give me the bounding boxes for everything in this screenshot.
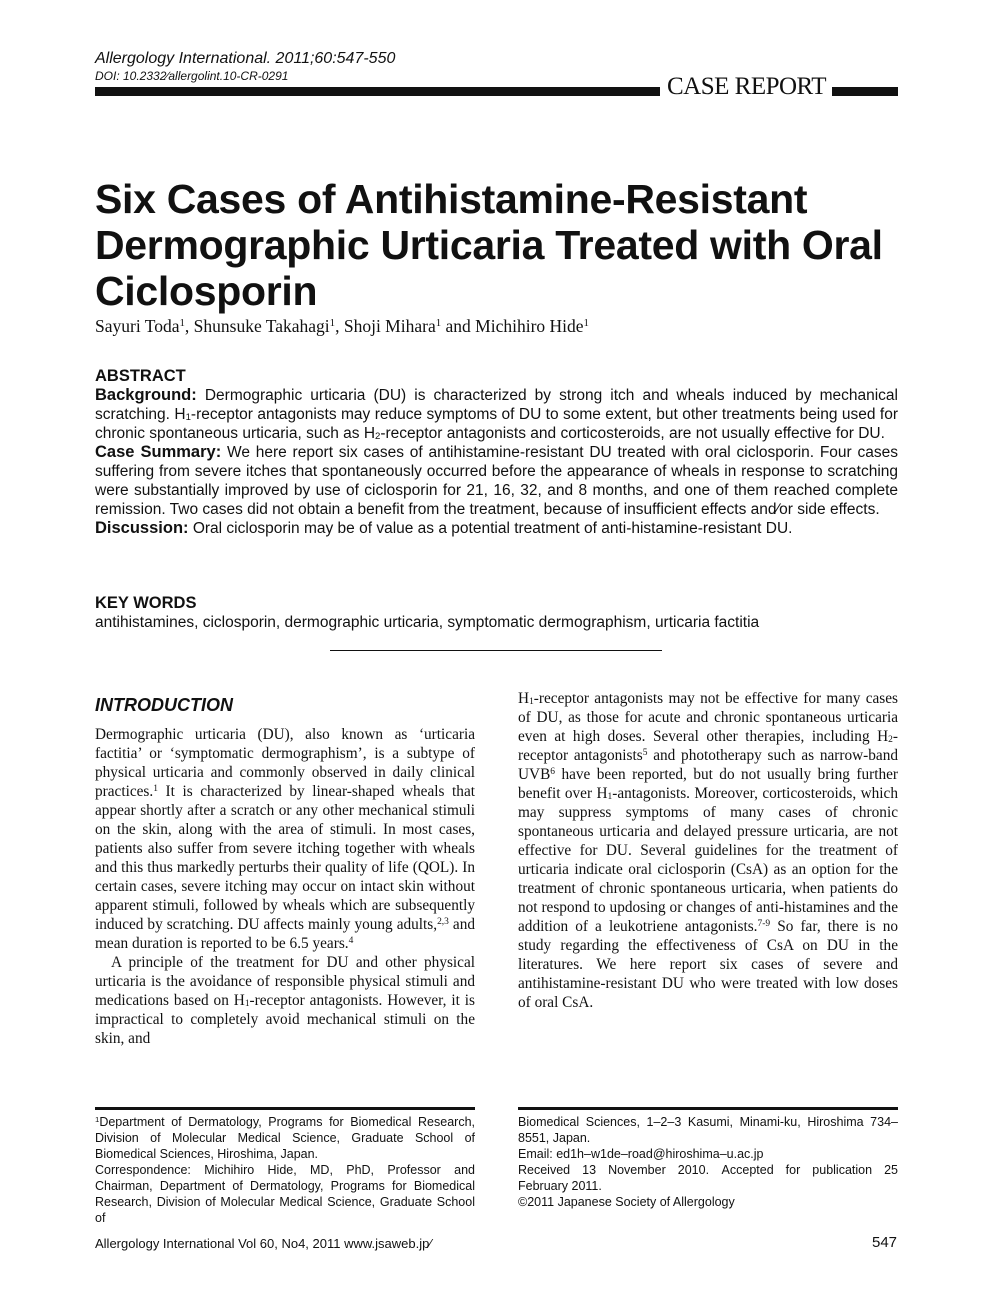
abstract-heading: ABSTRACT <box>95 367 186 385</box>
author: , Shoji Mihara <box>335 316 436 336</box>
citation-ref: 1 <box>153 783 158 794</box>
text: and phototherapy such as narrow-band UVB <box>518 747 898 783</box>
background-text: -receptor antagonists may reduce symptoms of DU to some extent, but other treatments being used for chronic spontaneous urticaria, such as H <box>95 406 899 442</box>
subscript: 1 <box>529 696 534 707</box>
affiliation-mark: 1 <box>329 317 336 330</box>
author: Sayuri Toda <box>95 316 180 336</box>
affiliation-mark: 1 <box>179 317 185 330</box>
doi: DOI: 10.2332∕allergolint.10-CR-0291 <box>95 69 289 83</box>
text: have been reported, but do not usually bring further benefit over H <box>518 766 898 802</box>
background-label: Background: <box>95 386 197 404</box>
subscript: 2 <box>888 734 893 745</box>
text: H <box>518 690 530 707</box>
author-list <box>95 316 589 337</box>
affiliation-mark: 1 <box>583 317 589 330</box>
text: So far, there is no study regarding the effectiveness of CsA on DU in the literatures. We here report six cases of severe and antihistamine-resistant DU who were treated with low doses of oral CsA. <box>518 918 898 1011</box>
text: -receptor antagonists <box>518 728 898 764</box>
page-footer: Allergology International Vol 60, No4, 2011 www.jsaweb.jp∕ <box>95 1236 432 1251</box>
subscript: 1 <box>244 998 250 1009</box>
footnotes-left <box>95 1114 475 1226</box>
citation-ref: 6 <box>550 766 556 777</box>
received-note: Received 13 November 2010. Accepted for publication 25 February 2011. <box>518 1163 898 1193</box>
footnote-rule-right <box>518 1107 898 1110</box>
author: , Shunsuke Takahagi <box>184 316 330 336</box>
page-number: 547 <box>872 1234 898 1251</box>
citation-ref: 2,3 <box>437 916 449 927</box>
abstract-background <box>95 386 898 443</box>
header-rule-right <box>832 87 898 96</box>
abstract <box>95 367 898 538</box>
background-text: -receptor antagonists and corticosteroids, are not usually effective for DU. <box>380 425 885 442</box>
copyright-note: ©2011 Japanese Society of Allergology <box>518 1195 735 1209</box>
article-title: Six Cases of Antihistamine-Resistant Dermographic Urticaria Treated with Oral Ciclosporin <box>95 176 883 314</box>
divider <box>330 650 662 651</box>
text: -antagonists. Moreover, corticosteroids, which may suppress symptoms of many cases of chronic spontaneous urticaria and delayed pressure urticaria, are not effective for DU. Several guidelines for the treatment of urticaria indicate oral ciclosporin (CsA) as an option for the treatment of chronic spontaneous urticaria, when patients do not respond to updosing or changes of anti-histamines and the addition of a leukotriene antagonists. <box>518 785 898 935</box>
keywords-heading: KEY WORDS <box>95 594 197 612</box>
journal-citation: Allergology International. 2011;60:547-550 <box>95 50 396 67</box>
subscript: 1 <box>185 411 191 423</box>
text: -receptor antagonists may not be effective for many cases of DU, as those for acute and chronic spontaneous urticaria even at high doses. Several other therapies, including H <box>518 690 898 745</box>
discussion-text: Oral ciclosporin may be of value as a potential treatment of anti-histamine-resistant DU. <box>188 520 793 537</box>
citation-ref: 7-9 <box>757 918 771 929</box>
subscript: 1 <box>607 791 613 802</box>
section-label: CASE REPORT <box>667 73 827 100</box>
address-note: Biomedical Sciences, 1–2–3 Kasumi, Minami-ku, Hiroshima 734–8551, Japan. <box>518 1115 898 1145</box>
discussion-label: Discussion: <box>95 519 189 537</box>
paragraph <box>95 725 475 953</box>
subscript: 2 <box>375 430 381 442</box>
affiliation-text: Department of Dermatology, Programs for Biomedical Research, Division of Molecular Medical Science, Graduate School of Biomedical Sciences, Hiroshima, Japan. <box>95 1115 475 1161</box>
paragraph <box>518 689 898 1012</box>
body-column-right <box>518 689 898 1012</box>
paragraph <box>95 953 475 1048</box>
email-note: Email: ed1h–w1de–road@hiroshima–u.ac.jp <box>518 1147 764 1161</box>
citation-ref: 4 <box>348 935 354 946</box>
text: It is characterized by linear-shaped wheals that appear shortly after a scratch or any other mechanical stimuli on the skin, along with the area of stimuli. In most cases, patients also suffer from severe itching together with wheals and this thus markedly perturbs their quality of life (QOL). In certain cases, severe itching may occur on intact skin without apparent stimuli, followed by wheals which are subsequently induced by scratching. DU affects mainly young adults, <box>95 783 475 933</box>
author: and Michihiro Hide <box>441 316 584 336</box>
affiliation-note <box>95 1114 475 1162</box>
section-heading-introduction: INTRODUCTION <box>95 695 233 715</box>
affiliation-mark: 1 <box>95 1114 100 1124</box>
footnote-rule-left <box>95 1107 475 1110</box>
body-column-left <box>95 689 475 1048</box>
case-summary-text: We here report six cases of antihistamine-resistant DU treated with oral ciclosporin. Four cases suffering from severe itches that spontaneously occurred before the appearance of wheals in response to scratching were substantially improved by use of ciclosporin for 21, 16, 32, and 8 months, and one of them reached complete remission. Two cases did not obtain a benefit from the treatment, because of insufficient effects and∕or side effects. <box>95 444 898 518</box>
text: A principle of the treatment for DU and other physical urticaria is the avoidance of responsible physical stimuli and medications based on H <box>95 954 475 1009</box>
text: Dermographic urticaria (DU), also known as ‘urticaria factitia’ or ‘symptomatic dermographism’, is a subtype of physical urticaria and commonly observed in daily clinical practices. <box>95 726 475 800</box>
abstract-discussion <box>95 519 898 538</box>
header-rule-left <box>95 87 660 96</box>
keywords <box>95 594 898 632</box>
case-summary-label: Case Summary: <box>95 443 222 461</box>
citation-ref: 5 <box>642 747 648 758</box>
text: and mean duration is reported to be 6.5 years. <box>95 916 475 952</box>
affiliation-mark: 1 <box>435 317 442 330</box>
correspondence-note: Correspondence: Michihiro Hide, MD, PhD, Professor and Chairman, Department of Dermatology, Programs for Biomedical Research, Division of Molecular Medical Science, Graduate School of <box>95 1163 475 1225</box>
footnotes-right <box>518 1114 898 1210</box>
abstract-case-summary <box>95 443 898 519</box>
text: -receptor antagonists. However, it is impractical to completely avoid mechanical stimuli on the skin, and <box>95 992 475 1047</box>
background-text: Dermographic urticaria (DU) is characterized by strong itch and wheals induced by mechanical scratching. H <box>95 387 898 423</box>
keywords-text: antihistamines, ciclosporin, dermographic urticaria, symptomatic dermographism, urticaria factitia <box>95 614 760 631</box>
